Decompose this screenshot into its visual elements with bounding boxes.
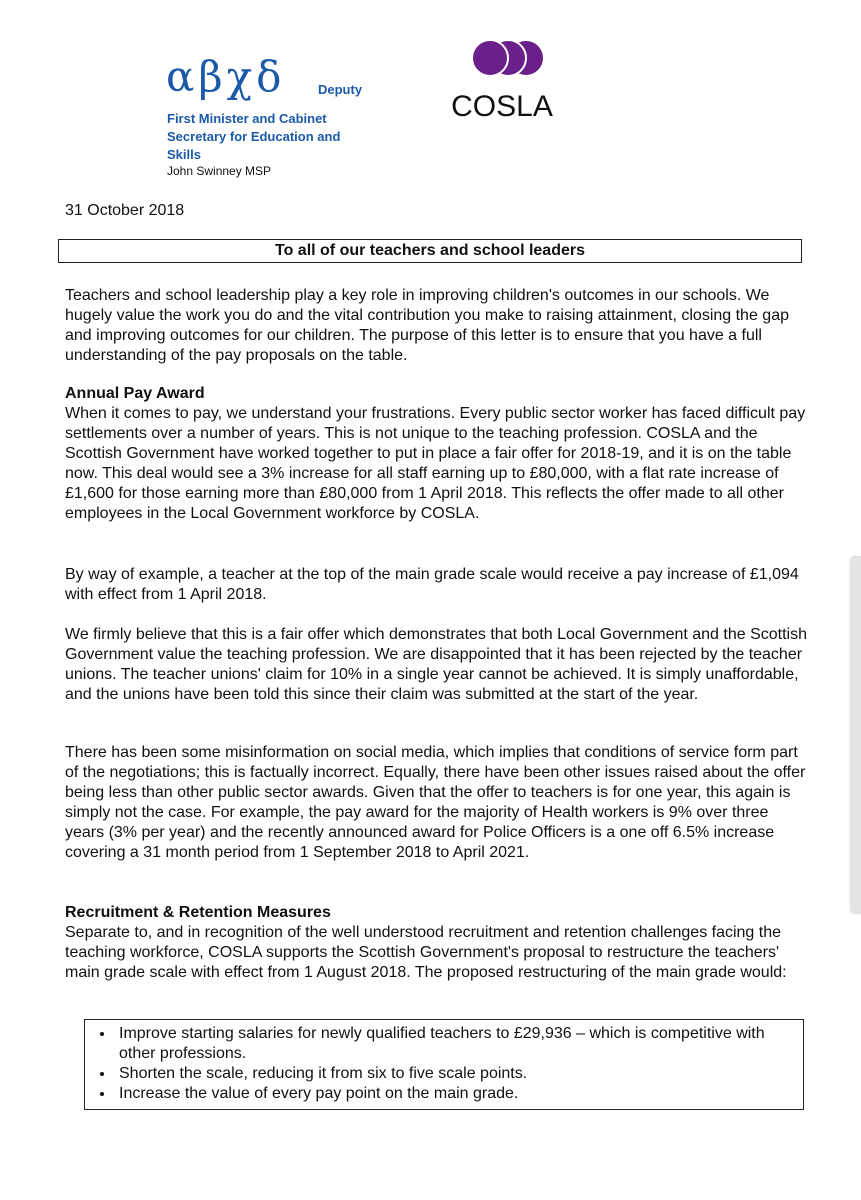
intro-paragraph: Teachers and school leadership play a key role in improving children's outcomes in our schools. We hugely value the work you do and the vital contribution you make to raising attainment, closing the gap and improving outcomes for our children. The purpose of this letter is to ensure that you have a full understanding of the pay proposals on the table. (65, 287, 789, 364)
annual-pay-paragraph-4: There has been some misinformation on social media, which implies that conditions of service form part of the negotiations; this is factually incorrect. Equally, there have been other issues raised about the offer being less than other public sector awards. Given that the offer to teachers is for one year, this again is simply not the case. For example, the pay award for the majority of Health workers is 9% over three years (3% per year) and the recently announced award for Police Officers is a one off 6.5% increase covering a 31 month period from 1 September 2018 to April 2021. (65, 744, 806, 861)
annual-pay-heading: Annual Pay Award (65, 385, 205, 402)
list-item: • Increase the value of every pay point on the main grade. (115, 1084, 803, 1104)
letter-date: 31 October 2018 (65, 202, 185, 219)
measures-list (85, 1020, 803, 1104)
list-item: • Improve starting salaries for newly qualified teachers to £29,936 – which is competitive with other professions. (115, 1024, 803, 1064)
cosla-wordmark: COSLA (451, 90, 553, 120)
annual-pay-paragraph-2: By way of example, a teacher at the top of the main grade scale would receive a pay increase of £1,094 with effect from 1 April 2018. (65, 566, 799, 603)
scroll-handle[interactable] (851, 556, 861, 914)
letter-heading: To all of our teachers and school leaders (58, 239, 802, 263)
scottish-government-logo: αβχδ (166, 52, 286, 101)
annual-pay-paragraph-3: We firmly believe that this is a fair offer which demonstrates that both Local Government and the Scottish Government value the teaching profession. We are disappointed that it has been rejected by the teacher unions. The teacher unions' claim for 10% in a single year cannot be achieved. It is simply unaffordable, and the unions have been told this since their claim was submitted at the start of the year. (65, 626, 807, 703)
cosla-circle-icon (472, 40, 508, 76)
minister-title: First Minister and Cabinet Secretary for Education and Skills (167, 111, 341, 162)
annual-pay-paragraph-1: When it comes to pay, we understand your frustrations. Every public sector worker has faced difficult pay settlements over a number of years. This is not unique to the teaching profession. COSLA and the Scottish Government have worked together to put in place a fair offer for 2018-19, and it is on the table now. This deal would see a 3% increase for all staff earning up to £80,000, with a flat rate increase of £1,600 for those earning more than £80,000 from 1 April 2018. This reflects the offer made to all other employees in the Local Government workforce by COSLA. (65, 405, 806, 522)
recruitment-paragraph: Separate to, and in recognition of the well understood recruitment and retention challenges facing the teaching workforce, COSLA supports the Scottish Government's proposal to restructure the teachers' main grade scale with effect from 1 August 2018. The proposed restructuring of the main grade would: (65, 924, 787, 981)
minister-name: John Swinney MSP (167, 164, 272, 178)
cosla-logo (442, 38, 562, 120)
list-item: • Shorten the scale, reducing it from six to five scale points. (115, 1064, 803, 1084)
recruitment-heading: Recruitment & Retention Measures (65, 904, 331, 921)
measures-list-box (84, 1019, 804, 1110)
deputy-label: Deputy (318, 82, 363, 97)
